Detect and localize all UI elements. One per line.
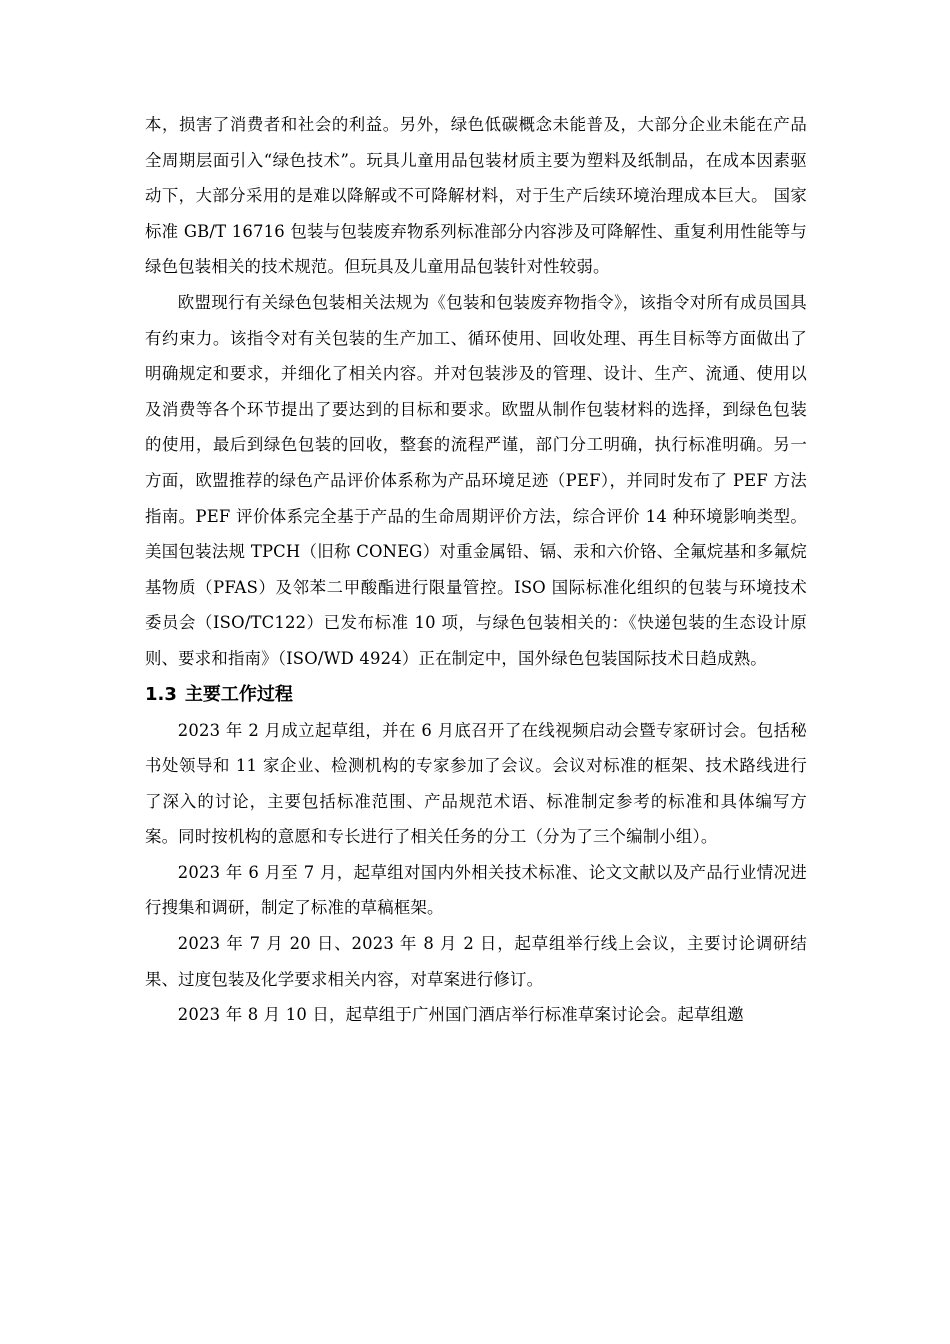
paragraph-aug-10-2023: 2023 年 8 月 10 日，起草组于广州国门酒店举行标准草案讨论会。起草组邀 xyxy=(177,1005,744,1025)
section-heading xyxy=(145,677,807,713)
paragraph-jul-aug-2023: 2023 年 7 月 20 日、2023 年 8 月 2 日，起草组举行线上会议，主要讨论调研结果、过度包装及化学要求相关内容，对草案进行修订。 xyxy=(145,934,807,989)
document-body xyxy=(145,107,807,1033)
section-title: 主要工作过程 xyxy=(184,683,293,705)
paragraph-jun-jul-2023: 2023 年 6 月至 7 月，起草组对国内外相关技术标准、论文文献以及产品行业情况进行搜集和调研，制定了标准的草稿框架。 xyxy=(145,862,807,918)
paragraph-feb-2023: 2023 年 2 月成立起草组，并在 6 月底召开了在线视频启动会暨专家研讨会。包括秘书处领导和 11 家企业、检测机构的专家参加了会议。会议对标准的框架、技术路线进行了深入的讨论，主要包括标准范围、产品规范术语、标准制定参考的标准和具体编写方案。同时按机构的意愿和专长进行了相关任务的分工（分为了三个编制小组）。 xyxy=(145,720,807,847)
paragraph-eu-regulations: 欧盟现行有关绿色包装相关法规为《包装和包装废弃物指令》，该指令对所有成员国具有约束力。该指令对有关包装的生产加工、循环使用、回收处理、再生目标等方面做出了明确规定和要求，并细化了相关内容。并对包装涉及的管理、设计、生产、流通、使用以及消费等各个环节提出了要达到的目标和要求。欧盟从制作包装材料的选择，到绿色包装的使用，最后到绿色包装的回收，整套的流程严谨，部门分工明确，执行标准明确。另一方面，欧盟推荐的绿色产品评价体系称为产品环境足迹（PEF），并同时发布了 PEF 方法指南。PEF 评价体系完全基于产品的生命周期评价方法，综合评价 14 种环境影响类型。美国包装法规 TPCH（旧称 CONEG）对重金属铅、镉、汞和六价铬、全氟烷基和多氟烷基物质（PFAS）及邻苯二甲酸酯进行限量管控。ISO 国际标准化组织的包装与环境技术委员会（ISO/TC122）已发布标准 10 项，与绿色包装相关的：《快递包装的生态设计原则、要求和指南》（ISO/WD 4924）正在制定中，国外绿色包装国际技术日趋成熟。 xyxy=(145,292,807,668)
section-number: 1.3 xyxy=(145,683,177,705)
paragraph-continuation: 本，损害了消费者和社会的利益。另外，绿色低碳概念未能普及，大部分企业未能在产品全周期层面引入“绿色技术”。玩具儿童用品包装材质主要为塑料及纸制品，在成本因素驱动下，大部分采用的是难以降解或不可降解材料，对于生产后续环境治理成本巨大。 国家标准 GB/T 16716 包装与包装废弃物系列标准部分内容涉及可降解性、重复利用性能等与绿色包装相关的技术规范。但玩具及儿童用品包装针对性较弱。 xyxy=(145,115,807,277)
